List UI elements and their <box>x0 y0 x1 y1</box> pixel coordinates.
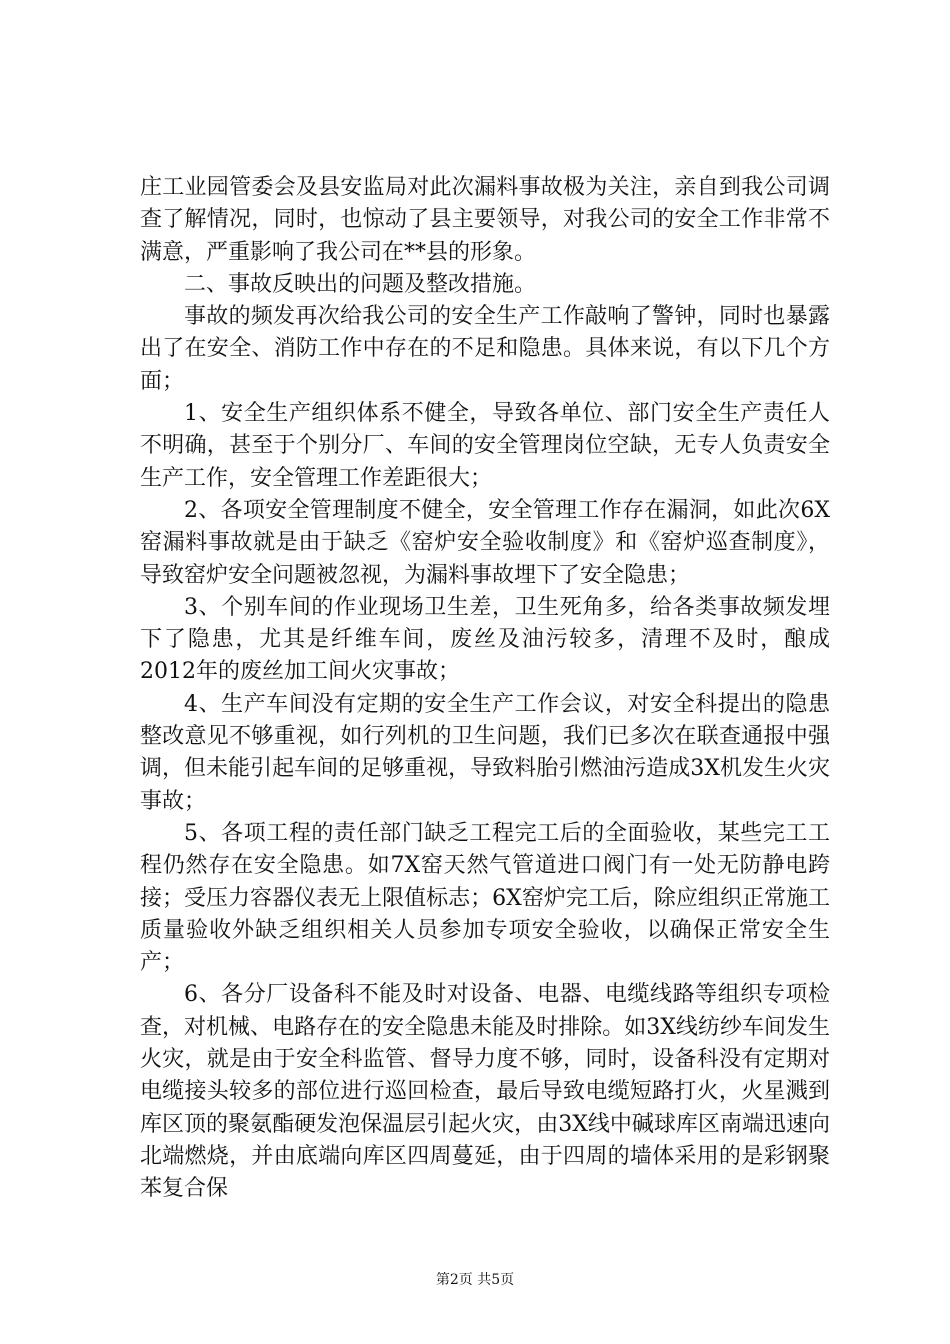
paragraph-item-1: 1、安全生产组织体系不健全，导致各单位、部门安全生产责任人不明确，甚至于个别分厂、车间的安全管理岗位空缺，无专人负责安全生产工作，安全管理工作差距很大； <box>140 401 830 491</box>
paragraph-item-6: 6、各分厂设备科不能及时对设备、电器、电缆线路等组织专项检查，对机械、电路存在的安全隐患未能及时排除。如3X线纺纱车间发生火灾，就是由于安全科监管、督导力度不够，同时，设备科没有定期对电缆接头较多的部位进行巡回检查，最后导致电缆短路打火，火星溅到库区顶的聚氨酯硬发泡保温层引起火灾，由3X线中碱球库区南端迅速向北端燃烧，并由底端向库区四周蔓延，由于四周的墙体采用的是彩钢聚苯复合保 <box>140 982 830 1202</box>
section-heading: 二、事故反映出的问题及整改措施。 <box>184 271 537 297</box>
paragraph-continued: 庄工业园管委会及县安监局对此次漏料事故极为关注，亲自到我公司调查了解情况，同时，也惊动了县主要领导，对我公司的安全工作非常不满意，严重影响了我公司在**县的形象。 <box>140 175 830 265</box>
paragraph-item-2: 2、各项安全管理制度不健全，安全管理工作存在漏洞，如此次6X窑漏料事故就是由于缺乏《窑炉安全验收制度》和《窑炉巡查制度》，导致窑炉安全问题被忽视，为漏料事故埋下了安全隐患； <box>140 497 830 588</box>
paragraph-item-3: 3、个别车间的作业现场卫生差，卫生死角多，给各类事故频发埋下了隐患，尤其是纤维车间，废丝及油污较多，清理不及时，酿成2012年的废丝加工间火灾事故； <box>140 594 830 685</box>
paragraph-item-5: 5、各项工程的责任部门缺乏工程完工后的全面验收，某些完工工程仍然存在安全隐患。如7X窑天然气管道进口阀门有一处无防静电跨接；受压力容器仪表无上限值标志；6X窑炉完工后，除应组织正常施工质量验收外缺乏组织相关人员参加专项安全验收，以确保正常安全生产； <box>140 820 830 976</box>
document-body <box>140 172 830 1206</box>
paragraph-intro: 事故的频发再次给我公司的安全生产工作敲响了警钟，同时也暴露出了在安全、消防工作中存在的不足和隐患。具体来说，有以下几个方面； <box>140 304 830 394</box>
paragraph-item-4: 4、生产车间没有定期的安全生产工作会议，对安全科提出的隐患整改意见不够重视，如行列机的卫生问题，我们已多次在联查通报中强调，但未能引起车间的足够重视，导致料胎引燃油污造成3X机发生火灾事故； <box>140 691 830 814</box>
page-footer: 第2页 共5页 <box>435 1272 515 1288</box>
